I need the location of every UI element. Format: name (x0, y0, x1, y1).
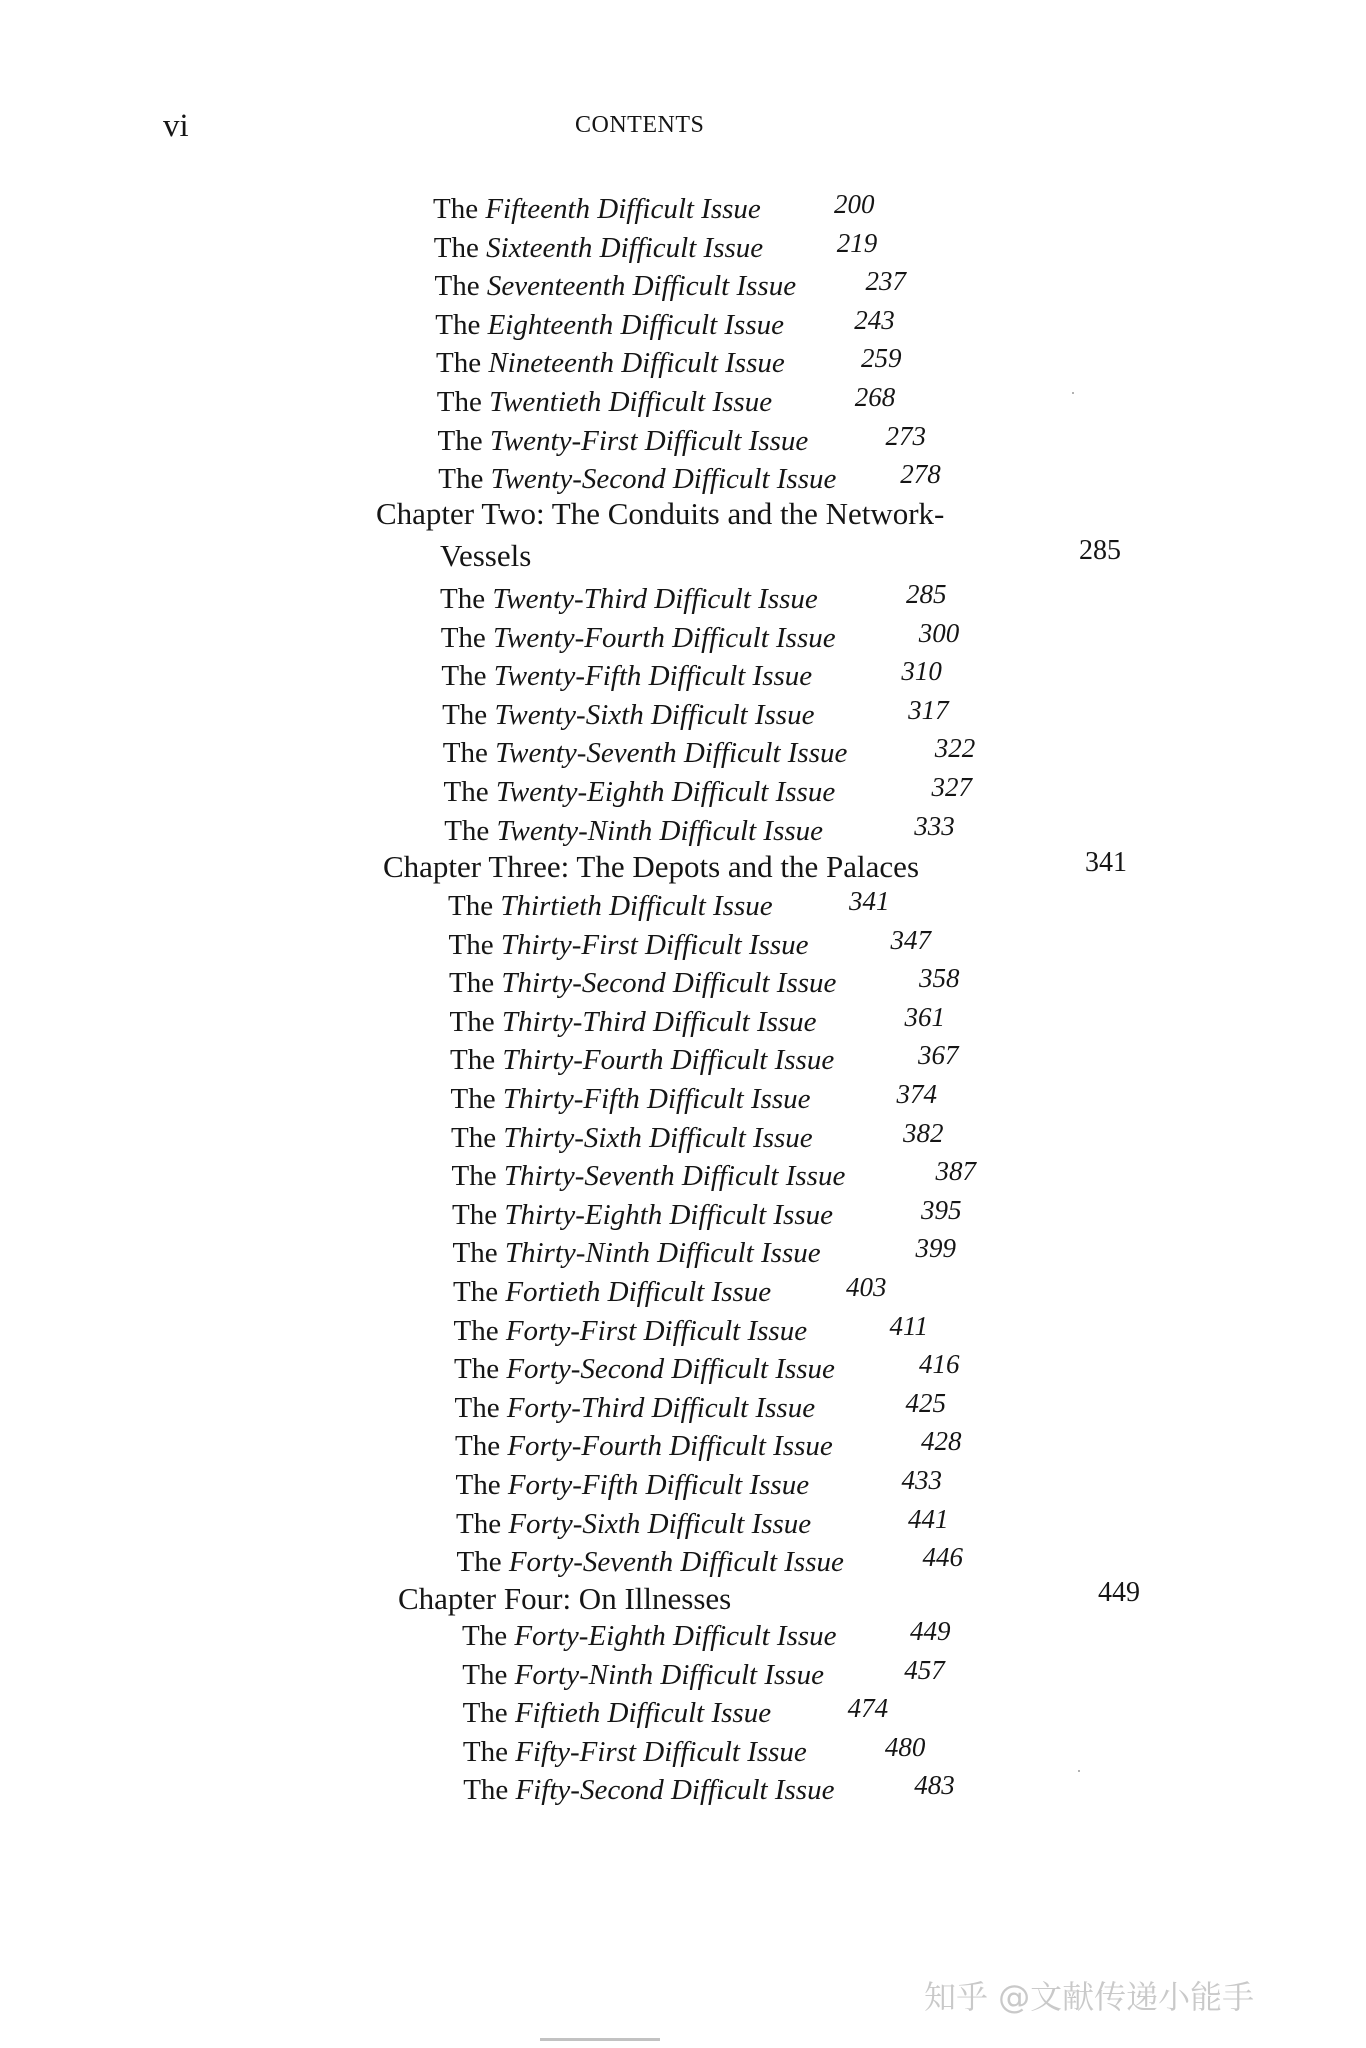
toc-entry (435, 272, 797, 301)
toc-entry (457, 1548, 844, 1577)
toc-entry (443, 739, 848, 768)
entry-prefix: The (449, 967, 502, 1000)
entry-page-number: 285 (906, 579, 947, 609)
entry-page-number: 341 (849, 886, 890, 916)
toc-entry (454, 1355, 835, 1384)
entry-prefix: The (442, 698, 495, 731)
entry-title: Twenty-Fourth Difficult Issue (493, 621, 836, 654)
entry-title: Thirty-Sixth Difficult Issue (503, 1121, 813, 1154)
entry-page-number: 441 (908, 1503, 949, 1534)
entry-page-number: 347 (890, 924, 931, 955)
entry-title: Twenty-Eighth Difficult Issue (495, 776, 836, 808)
entry-title: Forty-Second Difficult Issue (506, 1353, 835, 1386)
entry-title: Thirty-Eighth Difficult Issue (504, 1198, 833, 1231)
entry-page-number: 243 (854, 304, 895, 335)
entry-title: Twenty-Seventh Difficult Issue (495, 737, 848, 770)
toc-entry (438, 465, 836, 494)
entry-page-number: 446 (922, 1542, 963, 1573)
entry-prefix: The (456, 1546, 509, 1579)
chapter-two-heading-line1: Chapter Two: The Conduits and the Network- (376, 496, 945, 531)
entry-page-number: 403 (846, 1272, 887, 1302)
entry-page-number: 483 (914, 1770, 955, 1801)
entry-title: Seventeenth Difficult Issue (486, 270, 797, 303)
entry-prefix: The (443, 776, 496, 808)
running-head: CONTENTS (575, 112, 705, 138)
toc-entry (440, 585, 818, 614)
toc-entry (444, 814, 824, 847)
toc-entry (462, 1735, 807, 1768)
toc-entry (436, 349, 785, 378)
entry-prefix: The (462, 1697, 515, 1730)
print-speck (1078, 1770, 1080, 1772)
entry-title: Thirtieth Difficult Issue (500, 890, 773, 922)
entry-page-number: 395 (921, 1194, 962, 1225)
entry-title: Thirty-Second Difficult Issue (501, 967, 837, 1000)
toc-entry (455, 1432, 833, 1461)
entry-title: Sixteenth Difficult Issue (486, 231, 764, 264)
entry-title: Fifty-First Difficult Issue (515, 1735, 807, 1768)
entry-prefix: The (441, 660, 494, 693)
entry-title: Twenty-Second Difficult Issue (490, 463, 837, 496)
entry-page-number: 387 (935, 1156, 976, 1187)
entry-prefix: The (440, 583, 493, 615)
entry-title: Forty-Ninth Difficult Issue (514, 1658, 824, 1691)
entry-title: Forty-First Difficult Issue (505, 1314, 808, 1347)
entry-page-number: 322 (934, 733, 976, 764)
toc-entry (456, 1471, 810, 1500)
entry-prefix: The (436, 386, 490, 418)
entry-prefix: The (442, 737, 496, 770)
chapter-two-page: 285 (1079, 535, 1121, 566)
entry-page-number: 374 (896, 1079, 937, 1109)
entry-title: Fifty-Second Difficult Issue (515, 1774, 835, 1807)
entry-page-number: 361 (904, 1001, 945, 1032)
entry-page-number: 425 (905, 1387, 946, 1418)
entry-title: Thirty-Ninth Difficult Issue (504, 1237, 821, 1270)
entry-page-number: 333 (914, 810, 955, 841)
entry-page-number: 428 (921, 1426, 962, 1457)
entry-title: Twenty-Third Difficult Issue (492, 583, 818, 615)
entry-prefix: The (454, 1391, 507, 1424)
toc-entry (454, 1391, 816, 1424)
toc-entry (451, 1121, 813, 1154)
entry-title: Twentieth Difficult Issue (489, 386, 773, 418)
entry-page-number: 200 (834, 189, 875, 219)
entry-prefix: The (462, 1658, 515, 1691)
toc-entry (463, 1699, 771, 1728)
entry-prefix: The (450, 1044, 503, 1077)
entry-page-number: 457 (904, 1654, 945, 1685)
entry-prefix: The (451, 1121, 504, 1154)
entry-title: Fifteenth Difficult Issue (485, 193, 761, 225)
entry-page-number: 382 (903, 1117, 944, 1148)
chapter-two-heading-line2: Vessels (440, 538, 532, 573)
entry-title: Forty-Fifth Difficult Issue (507, 1469, 810, 1501)
entry-title: Fiftieth Difficult Issue (514, 1697, 772, 1730)
chapter-four-page: 449 (1098, 1577, 1140, 1608)
entry-title: Forty-Eighth Difficult Issue (514, 1620, 837, 1652)
entry-page-number: 358 (919, 963, 960, 994)
toc-entry (435, 308, 784, 341)
entry-prefix: The (433, 231, 487, 264)
entry-page-number: 268 (854, 382, 896, 412)
toc-entry (453, 1239, 821, 1268)
entry-title: Forty-Fourth Difficult Issue (507, 1430, 833, 1463)
entry-page-number: 327 (931, 772, 972, 802)
toc-entry (433, 231, 764, 264)
toc-entry (444, 778, 836, 807)
entry-title: Eighteenth Difficult Issue (487, 308, 784, 341)
entry-page-number: 367 (918, 1040, 959, 1071)
entry-title: Twenty-Fifth Difficult Issue (493, 660, 813, 693)
toc-entry (456, 1507, 812, 1540)
entry-title: Thirty-Fourth Difficult Issue (502, 1044, 835, 1077)
entry-page-number: 449 (910, 1616, 951, 1646)
toc-entry (449, 969, 836, 998)
entry-prefix: The (449, 1005, 502, 1038)
toc-entry (440, 621, 836, 654)
entry-prefix: The (448, 928, 501, 961)
entry-prefix: The (455, 1430, 508, 1463)
entry-prefix: The (453, 1314, 506, 1347)
entry-prefix: The (436, 347, 489, 380)
entry-prefix: The (462, 1620, 515, 1652)
toc-entry (442, 698, 815, 731)
entry-title: Forty-Sixth Difficult Issue (508, 1507, 812, 1540)
toc-entry (452, 1162, 846, 1191)
toc-entry (441, 662, 812, 691)
toc-entry (437, 424, 809, 457)
toc-entry (453, 1314, 808, 1347)
page-number-folio: vi (163, 108, 189, 144)
watermark-text: 知乎 @文献传递小能手 (924, 1978, 1255, 2016)
chapter-three-page: 341 (1085, 847, 1127, 878)
chapter-four-heading: Chapter Four: On Illnesses (398, 1581, 732, 1616)
entry-page-number: 237 (865, 266, 906, 297)
toc-entry (450, 1046, 834, 1075)
entry-prefix: The (434, 270, 487, 303)
entry-page-number: 416 (919, 1349, 960, 1380)
entry-prefix: The (433, 193, 486, 225)
entry-prefix: The (454, 1353, 507, 1386)
entry-prefix: The (448, 890, 501, 922)
toc-entry (451, 1085, 811, 1114)
entry-title: Forty-Third Difficult Issue (506, 1391, 816, 1424)
entry-title: Twenty-Sixth Difficult Issue (494, 698, 815, 731)
entry-prefix: The (452, 1237, 505, 1270)
chapter-three-heading: Chapter Three: The Depots and the Palaces (383, 849, 920, 884)
entry-title: Fortieth Difficult Issue (505, 1276, 772, 1308)
entry-page-number: 300 (918, 617, 960, 648)
entry-title: Nineteenth Difficult Issue (488, 347, 785, 380)
entry-title: Thirty-First Difficult Issue (500, 928, 809, 961)
toc-entry (448, 928, 809, 961)
entry-prefix: The (437, 424, 490, 457)
print-speck (1072, 392, 1074, 394)
bottom-edge-rule (540, 2038, 660, 2041)
toc-entry (462, 1658, 824, 1691)
entry-page-number: 317 (908, 694, 949, 725)
entry-page-number: 310 (901, 656, 942, 687)
entry-page-number: 474 (847, 1693, 889, 1724)
entry-prefix: The (438, 463, 491, 496)
entry-prefix: The (462, 1735, 516, 1768)
entry-page-number: 433 (901, 1465, 942, 1495)
entry-title: Thirty-Third Difficult Issue (501, 1005, 817, 1038)
entry-title: Thirty-Seventh Difficult Issue (503, 1160, 846, 1193)
entry-page-number: 480 (884, 1731, 926, 1762)
entry-title: Twenty-First Difficult Issue (489, 424, 809, 457)
entry-prefix: The (435, 308, 488, 341)
entry-page-number: 399 (915, 1233, 956, 1264)
toc-entry (437, 388, 772, 417)
entry-prefix: The (444, 814, 497, 847)
entry-prefix: The (453, 1276, 506, 1308)
entry-prefix: The (463, 1774, 516, 1807)
entry-prefix: The (450, 1083, 503, 1115)
toc-entry (449, 1005, 817, 1038)
toc-entry (452, 1198, 833, 1231)
entry-prefix: The (456, 1507, 509, 1540)
entry-page-number: 273 (885, 420, 926, 451)
toc-entry (433, 195, 761, 224)
entry-page-number: 259 (861, 343, 902, 374)
entry-prefix: The (455, 1469, 508, 1501)
toc-entry (463, 1776, 834, 1805)
entry-prefix: The (440, 621, 494, 654)
entry-prefix: The (451, 1160, 504, 1193)
entry-title: Thirty-Fifth Difficult Issue (502, 1083, 811, 1115)
toc-entry (453, 1278, 771, 1307)
entry-page-number: 411 (889, 1310, 928, 1341)
entry-page-number: 219 (836, 227, 878, 258)
entry-page-number: 278 (900, 459, 941, 490)
toc-entry (462, 1622, 837, 1651)
entry-title: Forty-Seventh Difficult Issue (508, 1546, 844, 1579)
entry-title: Twenty-Ninth Difficult Issue (496, 814, 824, 847)
entry-prefix: The (452, 1198, 505, 1231)
toc-entry (448, 892, 773, 921)
